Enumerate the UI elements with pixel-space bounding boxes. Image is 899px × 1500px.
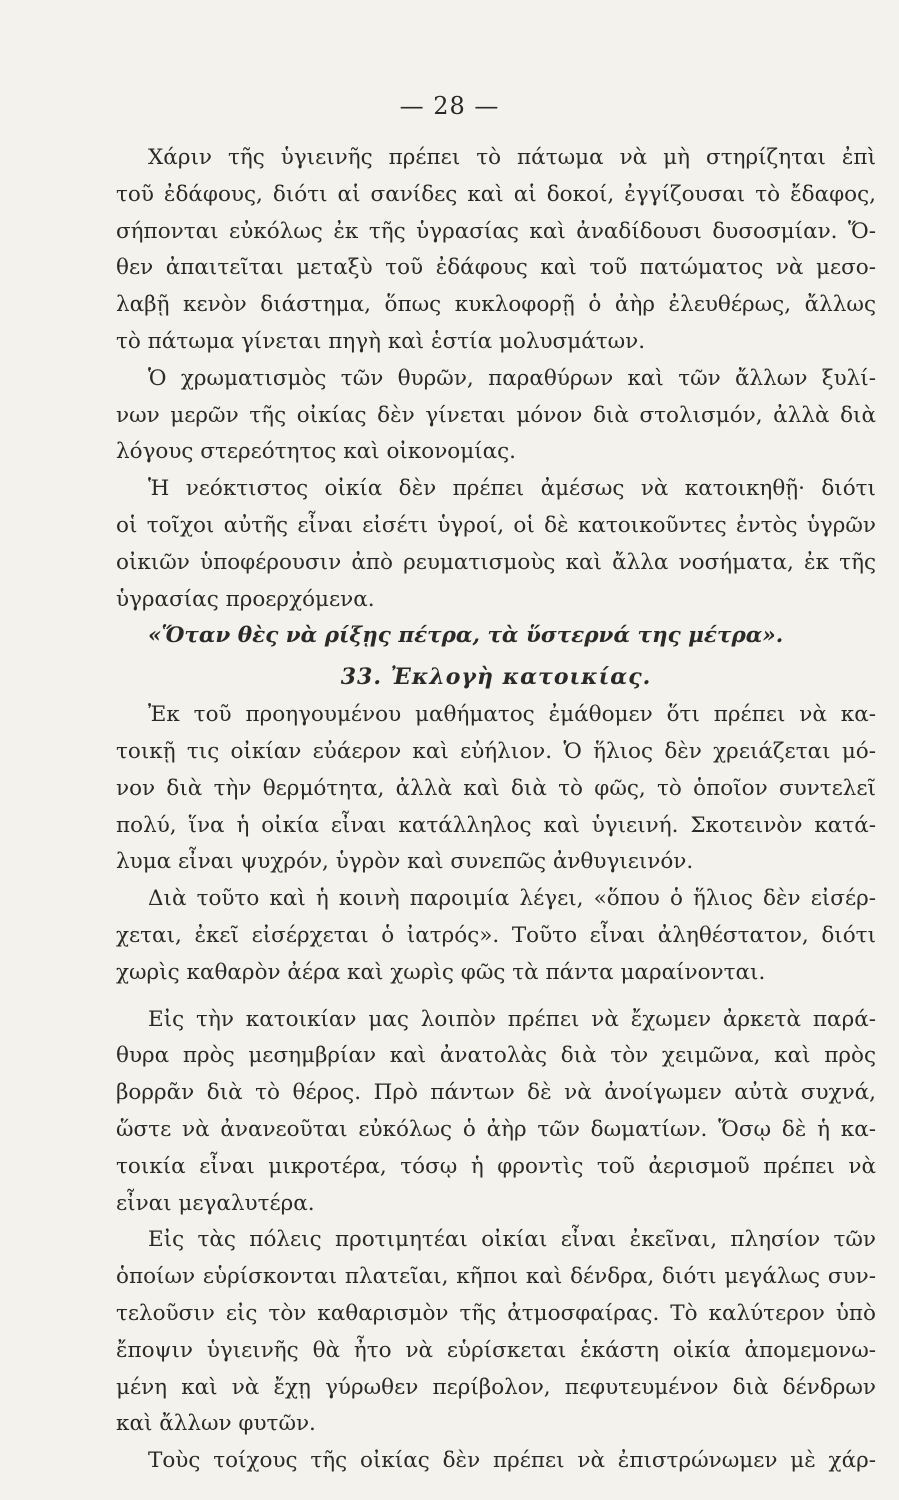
text-line: θεν ἀπαιτεῖται μεταξὺ τοῦ ἐδάφους καὶ τοῦ πατώματος νὰ μεσο- — [116, 255, 876, 281]
text-line: νων μερῶν τῆς οἰκίας δὲν γίνεται μόνον διὰ στολισμόν, ἀλλὰ διὰ — [116, 402, 876, 428]
text-line: χεται, ἐκεῖ εἰσέρχεται ὁ ἰατρός». Τοῦτο εἶναι ἀληθέστατον, διότι — [116, 922, 876, 948]
text-line: μένη καὶ νὰ ἔχῃ γύρωθεν περίβολον, πεφυτευμένον διὰ δένδρων — [116, 1374, 876, 1400]
text-line: οἰκιῶν ὑποφέρουσιν ἀπὸ ρευματισμοὺς καὶ ἄλλα νοσήματα, ἐκ τῆς — [116, 549, 876, 575]
text-line: ὁποίων εὑρίσκονται πλατεῖαι, κῆποι καὶ δένδρα, διότι μεγάλως συν- — [116, 1264, 876, 1290]
text-line: Εἰς τὴν κατοικίαν μας λοιπὸν πρέπει νὰ ἔχωμεν ἀρκετὰ παρά- — [148, 1006, 876, 1032]
text-line: τελοῦσιν εἰς τὸν καθαρισμὸν τῆς ἀτμοσφαίρας. Τὸ καλύτερον ὑπὸ — [116, 1300, 876, 1326]
text-line: τοικία εἶναι μικροτέρα, τόσῳ ἡ φροντὶς τοῦ ἀερισμοῦ πρέπει νὰ — [116, 1153, 876, 1179]
text-line: Ἡ νεόκτιστος οἰκία δὲν πρέπει ἀμέσως νὰ κατοικηθῇ· διότι — [148, 476, 876, 502]
text-line: βορρᾶν διὰ τὸ θέρος. Πρὸ πάντων δὲ νὰ ἀνοίγωμεν αὐτὰ συχνά, — [116, 1080, 876, 1106]
section-heading: 33. Ἐκλογὴ κατοικίας. — [340, 664, 652, 691]
text-line: τοικῇ τις οἰκίαν εὐάερον καὶ εὐήλιον. Ὁ ἥλιος δὲν χρειάζεται μό- — [116, 738, 876, 764]
text-line: τὸ πάτωμα γίνεται πηγὴ καὶ ἑστία μολυσμάτων. — [116, 328, 646, 354]
page-text — [116, 140, 876, 1480]
text-line: ὑγρασίας προερχόμενα. — [116, 586, 375, 612]
text-line: Ἐκ τοῦ προηγουμένου μαθήματος ἐμάθομεν ὅτι πρέπει νὰ κα- — [148, 702, 876, 728]
text-line: χωρὶς καθαρὸν ἀέρα καὶ χωρὶς φῶς τὰ πάντα μαραίνονται. — [116, 959, 766, 985]
text-line: λόγους στερεότητος καὶ οἰκονομίας. — [116, 439, 517, 465]
text-line: πολύ, ἵνα ἡ οἰκία εἶναι κατάλληλος καὶ ὑγιεινή. Σκοτεινὸν κατά- — [116, 812, 876, 838]
text-line: τοῦ ἐδάφους, διότι αἱ σανίδες καὶ αἱ δοκοί, ἐγγίζουσαι τὸ ἔδαφος, — [116, 181, 876, 207]
text-line: εἶναι μεγαλυτέρα. — [116, 1190, 315, 1216]
text-line: Εἰς τὰς πόλεις προτιμητέαι οἰκίαι εἶναι ἐκεῖναι, πλησίον τῶν — [148, 1227, 876, 1253]
text-line: Ὁ χρωματισμὸς τῶν θυρῶν, παραθύρων καὶ τῶν ἄλλων ξυλί- — [148, 365, 876, 391]
text-line: ὥστε νὰ ἀνανεοῦται εὐκόλως ὁ ἀὴρ τῶν δωματίων. Ὅσῳ δὲ ἡ κα- — [116, 1116, 876, 1142]
text-line: Διὰ τοῦτο καὶ ἡ κοινὴ παροιμία λέγει, «ὅπου ὁ ἥλιος δὲν εἰσέρ- — [148, 886, 876, 912]
text-line: Τοὺς τοίχους τῆς οἰκίας δὲν πρέπει νὰ ἐπιστρώνωμεν μὲ χάρ- — [148, 1448, 876, 1474]
text-line: ἔποψιν ὑγιεινῆς θὰ ἦτο νὰ εὑρίσκεται ἑκάστη οἰκία ἀπομεμονω- — [116, 1337, 876, 1363]
text-line: θυρα πρὸς μεσημβρίαν καὶ ἀνατολὰς διὰ τὸν χειμῶνα, καὶ πρὸς — [116, 1043, 876, 1069]
text-line: σήπονται εὐκόλως ἐκ τῆς ὑγρασίας καὶ ἀναδίδουσι δυσοσμίαν. Ὅ- — [116, 218, 876, 244]
text-line: λαβῇ κενὸν διάστημα, ὅπως κυκλοφορῇ ὁ ἀὴρ ἐλευθέρως, ἄλλως — [116, 292, 876, 318]
text-line: νον διὰ τὴν θερμότητα, ἀλλὰ καὶ διὰ τὸ φῶς, τὸ ὁποῖον συντελεῖ — [116, 775, 876, 801]
text-line: οἱ τοῖχοι αὐτῆς εἶναι εἰσέτι ὑγροί, οἱ δὲ κατοικοῦντες ἐντὸς ὑγρῶν — [116, 512, 876, 538]
text-line: λυμα εἶναι ψυχρόν, ὑγρὸν καὶ συνεπῶς ἀνθυγιεινόν. — [116, 849, 694, 875]
text-line: Χάριν τῆς ὑγιεινῆς πρέπει τὸ πάτωμα νὰ μὴ στηρίζηται ἐπὶ — [148, 145, 876, 170]
page-number: — 28 — — [399, 92, 500, 120]
text-line: καὶ ἄλλων φυτῶν. — [116, 1411, 316, 1437]
proverb-line: «Ὅταν θὲς νὰ ρίξῃς πέτρα, τὰ ὕστερνά της μέτρα». — [148, 623, 784, 649]
